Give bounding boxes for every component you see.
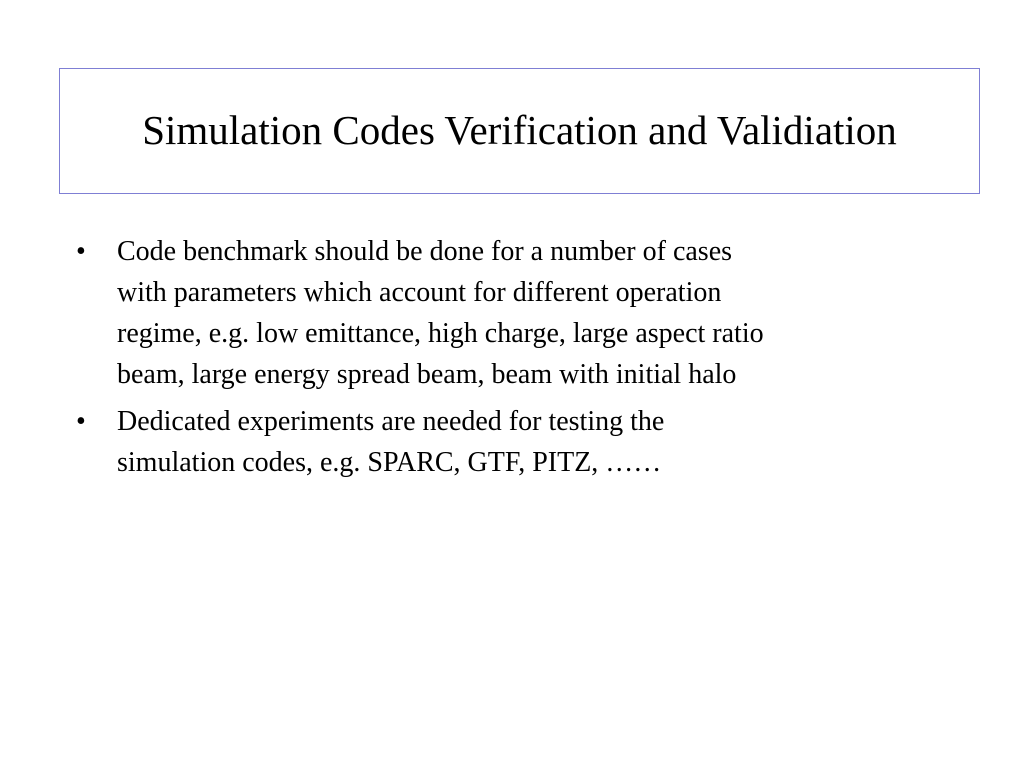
bullet-marker: • xyxy=(76,236,86,267)
bullet-marker: • xyxy=(76,406,86,437)
bullet-text-1 xyxy=(117,231,936,395)
bullet-list xyxy=(76,231,936,489)
bullet-1-line-2: with parameters which account for different operation xyxy=(117,277,722,308)
slide-title: Simulation Codes Verification and Validiation xyxy=(142,107,897,154)
bullet-text-2 xyxy=(117,401,936,483)
bullet-1-line-4: beam, large energy spread beam, beam with initial halo xyxy=(117,359,737,390)
bullet-2-line-2: simulation codes, e.g. SPARC, GTF, PITZ, …… xyxy=(117,447,662,478)
bullet-1-line-1: Code benchmark should be done for a number of cases xyxy=(117,236,733,267)
title-box xyxy=(59,68,980,194)
bullet-1-line-3: regime, e.g. low emittance, high charge, large aspect ratio xyxy=(117,318,764,349)
bullet-item-1 xyxy=(76,231,936,395)
bullet-2-line-1: Dedicated experiments are needed for testing the xyxy=(117,406,665,437)
bullet-item-2 xyxy=(76,401,936,483)
